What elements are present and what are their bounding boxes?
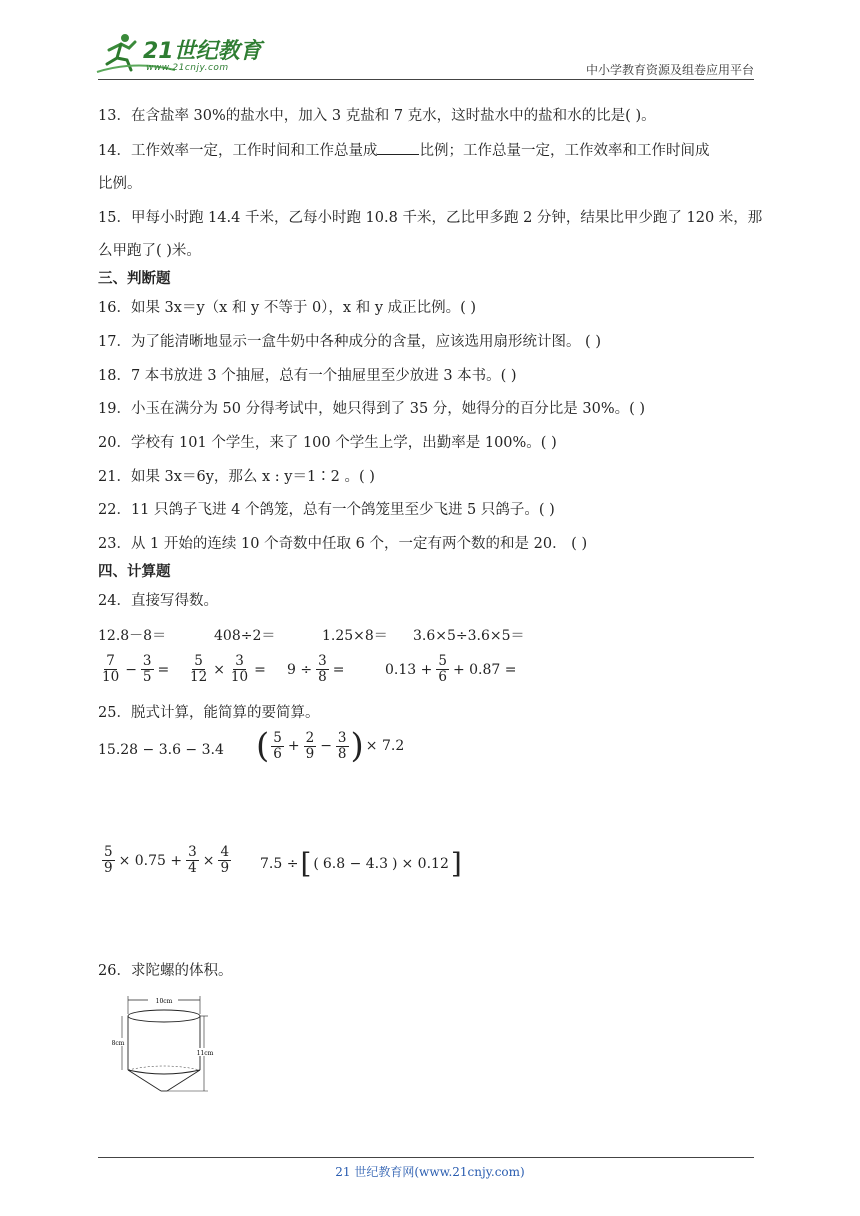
left-height-label: 8cm (111, 1040, 125, 1047)
calc-item: 12.8－8＝ (98, 628, 167, 644)
calc-expr: $\frac{5}{9}$ × 0.75 + $\frac{3}{4}$ × $\frac{4}{9}$ (104, 844, 230, 876)
calc-item-fraction: $\frac{7}{10}$ − $\frac{3}{5}$ = (102, 653, 170, 685)
question-13: 13．在含盐率 30%的盐水中，加入 3 克盐和 7 克水，这时盐水中的盐和水的比是( )。 (98, 108, 656, 124)
question-24-title: 24．直接写得数。 (98, 593, 218, 609)
judge-item: 20．学校有 101 个学生，来了 100 个学生上学，出勤率是 100%。( ) (98, 435, 557, 451)
fraction: $\frac{5}{6}$ (438, 653, 447, 685)
calc-item-fraction: 0.13 + $\frac{5}{6}$ + 0.87 = (385, 653, 517, 685)
right-height-label: 11cm (196, 1050, 214, 1057)
header-rule (98, 79, 754, 80)
logo-text: 21世纪教育 (143, 39, 262, 64)
question-26-title: 26．求陀螺的体积。 (98, 963, 233, 979)
fraction: $\frac{5}{12}$ (190, 653, 208, 685)
calc-item: 408÷2＝ (214, 628, 276, 644)
question-14-cont: 比例。 (98, 176, 142, 192)
calc-expr: 7.5 ÷ [ ( 6.8 − 4.3 ) × 0.12 ] (260, 847, 462, 880)
judge-item: 19．小玉在满分为 50 分得考试中，她只得到了 35 分，她得分的百分比是 30%。( ) (98, 401, 646, 417)
judge-item: 21．如果 3x＝6y，那么 x : y＝1∶2 。( ) (98, 469, 375, 485)
calc-item: 1.25×8＝ (322, 628, 388, 644)
fraction: $\frac{7}{10}$ (102, 653, 120, 685)
judge-item: 22．11 只鸽子飞进 4 个鸽笼，总有一个鸽笼里至少飞进 5 只鸽子。( ) (98, 502, 555, 518)
answer-blank[interactable] (377, 140, 419, 155)
judge-item: 23．从 1 开始的连续 10 个奇数中任取 6 个，一定有两个数的和是 20． ( ) (98, 536, 588, 552)
judge-item: 17．为了能清晰地显示一盒牛奶中各种成分的含量，应该选用扇形统计图。 ( ) (98, 334, 601, 350)
header-platform-text: 中小学教育资源及组卷应用平台 (585, 63, 754, 77)
question-15-cont: 么甲跑了( )米。 (98, 243, 201, 259)
footer-text: 21 世纪教育网(www.21cnjy.com) (335, 1165, 525, 1179)
fraction: $\frac{3}{5}$ (142, 653, 152, 685)
calc-expr: 15.28 − 3.6 − 3.4 (98, 742, 224, 758)
spinning-top-diagram (108, 996, 218, 1096)
section-heading-calc: 四、计算题 (98, 564, 171, 580)
logo-url: www.21cnjy.com (146, 63, 229, 73)
width-label: 10cm (155, 998, 173, 1005)
calc-item-fraction: 9 ÷ $\frac{3}{8}$ = (287, 653, 345, 685)
calc-item: 3.6×5÷3.6×5＝ (413, 628, 525, 644)
fraction: $\frac{3}{8}$ (318, 653, 327, 685)
question-15: 15．甲每小时跑 14.4 千米，乙每小时跑 10.8 千米，乙比甲多跑 2 分钟，结果比甲少跑了 120 米，那 (98, 210, 763, 226)
question-14: 14．工作效率一定，工作时间和工作总量成 比例；工作总量一定，工作效率和工作时间成 (98, 140, 709, 161)
fraction: $\frac{3}{10}$ (230, 653, 249, 685)
footer-rule (98, 1157, 754, 1158)
section-heading-judge: 三、判断题 (98, 271, 171, 287)
calc-item-fraction: $\frac{5}{12}$ × $\frac{3}{10}$ = (190, 653, 266, 685)
judge-item: 18．7 本书放进 3 个抽屉，总有一个抽屉里至少放进 3 本书。( ) (98, 368, 517, 384)
judge-item: 16．如果 3x＝y（x 和 y 不等于 0），x 和 y 成正比例。( ) (98, 300, 477, 316)
question-25-title: 25．脱式计算，能简算的要简算。 (98, 705, 320, 721)
calc-expr: ( $\frac{5}{6}$ + $\frac{2}{9}$ − $\frac{3}{8}$ ) × 7.2 (256, 726, 405, 766)
